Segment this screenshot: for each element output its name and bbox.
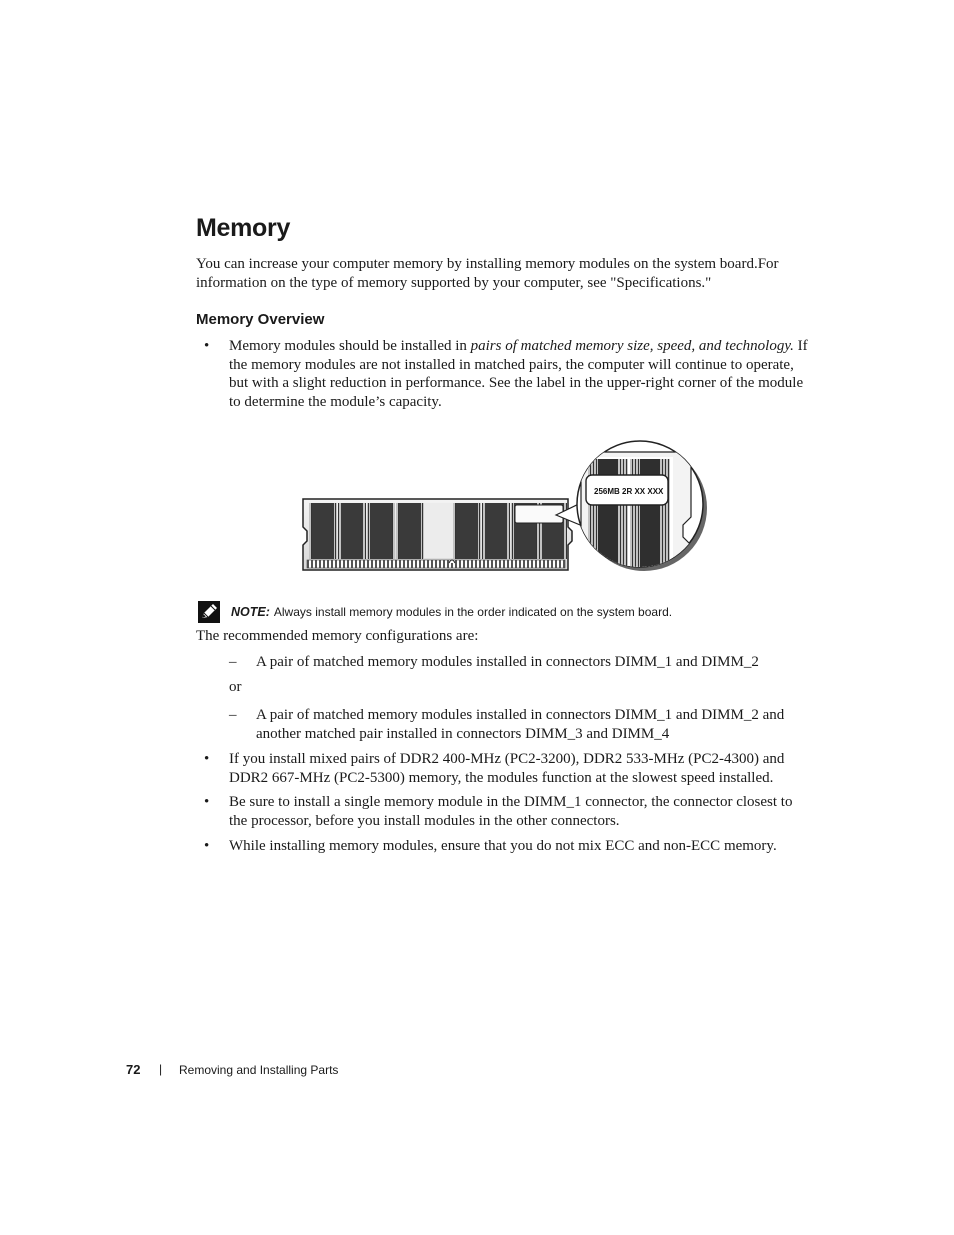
bullet-mark: • [204,751,210,767]
bullet-text-before: Memory modules should be installed in [229,338,471,354]
memory-chip [396,503,424,559]
page-footer [126,1062,339,1077]
bullet-text: If you install mixed pairs of DDR2 400-MHz (PC2-3200), DDR2 533-MHz (PC2-4300) and DDR2 667-MHz (PC2-5300) memory, the modules function at the slowest speed installed. [229,751,785,786]
page-number: 72 [126,1062,141,1077]
memory-chip [338,503,366,559]
bullet-text-after: If the memory modules are not installed in matched pairs, the computer will continue to operate, but with a slight reduction in performance. See the label in the upper-right corner of the module to determine the module’s capacity. [229,338,808,410]
config-option-2 [229,706,816,743]
memory-chip [367,503,395,559]
config-option-1 [229,653,816,672]
bullet-item-mixed-pairs [204,750,814,787]
bullet-text-italic: pairs of matched memory size, speed, and technology. [470,338,794,354]
bullet-text: Be sure to install a single memory module in the DIMM_1 connector, the connector closest to the processor, before you install modules in the other connectors. [229,794,793,829]
footer-separator: | [159,1062,163,1076]
bullet-mark: • [204,838,210,854]
page-title: Memory [196,214,291,242]
magnifier-callout [577,441,707,575]
module-label-small [515,505,563,523]
intro-paragraph: You can increase your computer memory by installing memory modules on the system board.For information on the type of memory supported by your computer, see "Specifications." [196,256,779,291]
module-capacity-label: 256MB 2R XX XXX [594,487,664,496]
note-pencil-icon [198,601,220,623]
memory-module-illustration [298,437,712,575]
section-heading: Memory Overview [196,311,325,328]
or-separator: or [229,679,242,695]
footer-section-title: Removing and Installing Parts [179,1063,339,1077]
config-option-2-text: A pair of matched memory modules installed in connectors DIMM_1 and DIMM_2 and another matched pair installed in connectors DIMM_3 and DIMM_4 [256,707,785,742]
note-text: Always install memory modules in the order indicated on the system board. [273,605,673,619]
memory-chip [482,503,510,559]
memory-chip [453,503,481,559]
note-content [231,605,672,619]
dash-mark: – [229,707,237,723]
note-box [196,600,816,624]
bullet-text: While installing memory modules, ensure that you do not mix ECC and non-ECC memory. [229,838,777,854]
bullet-item-ecc [204,837,814,856]
bullet-item-dimm1-first [204,793,814,830]
bullet-mark: • [204,338,210,354]
note-label: NOTE: [231,605,270,619]
bullet-item-matched-pairs [204,337,814,411]
config-option-1-text: A pair of matched memory modules installed in connectors DIMM_1 and DIMM_2 [256,654,759,670]
recommended-configurations-intro: The recommended memory configurations are: [196,628,479,644]
memory-chip [309,503,337,559]
dash-mark: – [229,654,237,670]
bullet-mark: • [204,794,210,810]
